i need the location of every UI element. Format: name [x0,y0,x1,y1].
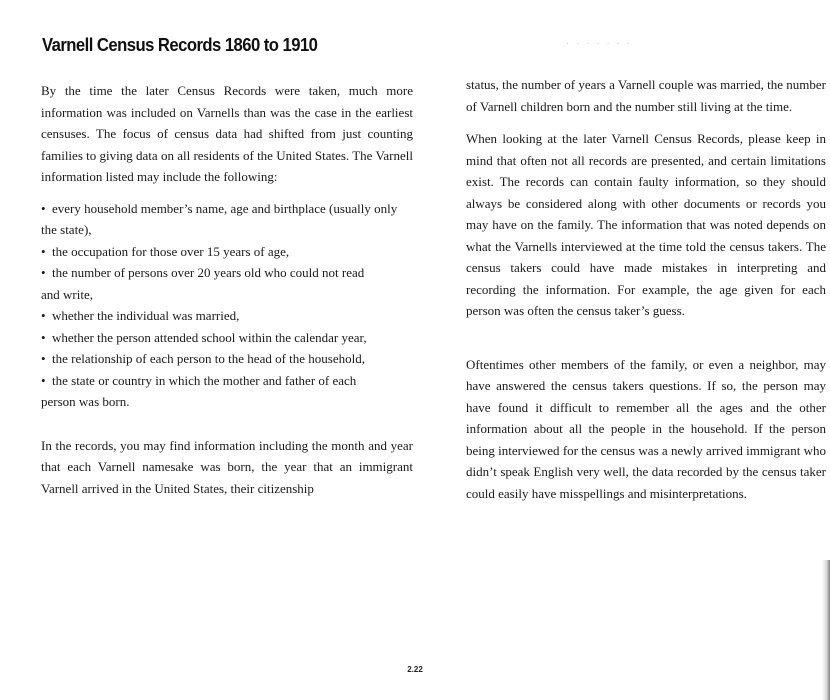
page-number: 2.22 [407,665,423,674]
list-item-text: whether the person attended school within the calendar year, [52,329,367,345]
list-item [41,348,413,370]
list-item [41,241,413,263]
list-item [41,370,413,413]
list-item-continuation: person was born. [41,394,130,409]
list-item-text: the number of persons over 20 years old who could not read [52,265,365,280]
census-fields-list [41,198,413,413]
limitations-paragraph: When looking at the later Varnell Census Records, please keep in mind that often not all records are presented, and certain limitations exist. The records can contain faulty information, so they should always be considered along with other documents or records you may have on the family. The information that was noted depends on what the Varnells interviewed at the time told the census takers. The census takers could have made mistakes in interpreting and recording the information. For example, the age given for each person was often the census taker’s guess. [466,131,826,318]
left-column [41,80,413,499]
informants-paragraph: Oftentimes other members of the family, or even a neighbor, may have answered the census takers questions. If so, the person may have found it difficult to remember all the ages and the other information about all the people in the household. If the person being interviewed for the census was a newly arrived immigrant who didn’t speak English very well, the data recorded by the census taker could easily have misspellings and misinterpretations. [466,356,826,501]
bullet-icon: • [41,200,46,216]
continuation-paragraph: status, the number of years a Varnell couple was married, the number of Varnell children born and the number still living at the time. [466,77,826,114]
bullet-icon: • [41,329,46,345]
list-item-text: the occupation for those over 15 years of age, [52,243,290,259]
list-item [41,262,413,305]
bullet-icon: • [41,351,46,366]
list-item-text: the state or country in which the mother and father of each [52,372,357,388]
closing-paragraph: In the records, you may find information including the month and year that each Varnell namesake was born, the year that an immigrant Varnell arrived in the United States, their citizenship [41,437,413,496]
list-item-continuation: and write, [41,286,93,302]
bullet-icon: • [41,308,46,323]
scan-edge-shadow [822,560,830,700]
intro-paragraph: By the time the later Census Records were taken, much more information was included on Varnells than was the case in the earliest censuses. The focus of census data had shifted from just counting families to giving data on all residents of the United States. The Varnell information listed may include the following: [41,83,413,184]
page-title: Varnell Census Records 1860 to 1910 [42,34,318,55]
list-item [41,305,413,327]
bullet-icon: • [41,243,46,259]
list-item-text: the relationship of each person to the head of the household, [52,351,365,366]
bullet-icon: • [41,265,46,280]
scan-smudge: · · · · · · · [566,38,632,49]
right-column [466,74,826,504]
list-item-text: every household member’s name, age and birthplace (usually only [52,200,398,216]
list-item-text: whether the individual was married, [52,308,240,323]
list-item [41,327,413,349]
list-item [41,198,413,241]
bullet-icon: • [41,372,46,388]
list-item-continuation: the state), [41,222,92,237]
